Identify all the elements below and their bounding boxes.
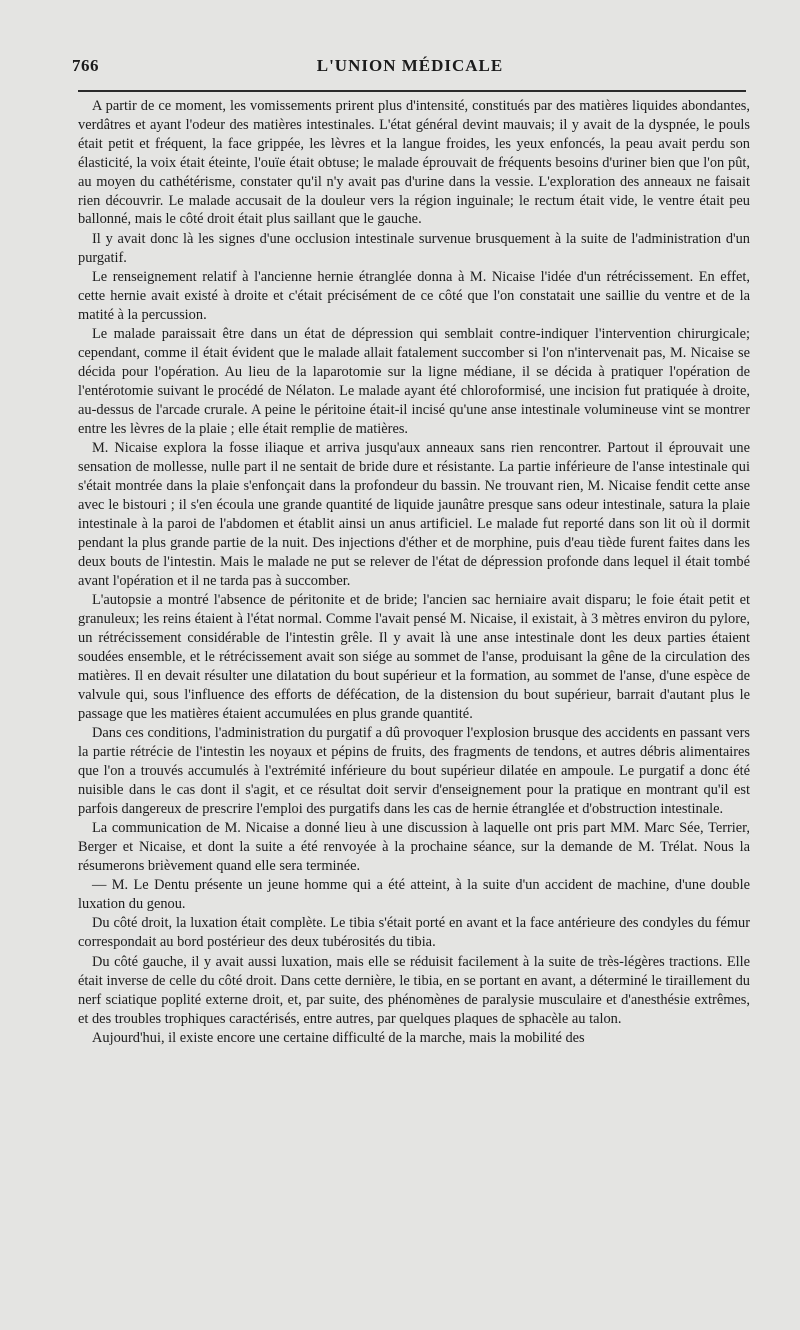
paragraph: — M. Le Dentu présente un jeune homme qui a été atteint, à la suite d'un accident de machine, d'une double luxation du genou. xyxy=(78,877,750,913)
paragraph: Le malade paraissait être dans un état de dépression qui semblait contre-indiquer l'intervention chirurgicale; cependant, comme il était évident que le malade allait fatalement succomber si l'on n'intervenait pas, M. Nicaise se décida pour l'opération. Au lieu de la laparotomie sur la ligne médiane, il se décida à pratiquer l'opération de l'entérotomie suivant le procédé de Nélaton. Le malade ayant été chloroformisé, une incision fut pratiquée à droite, au-dessus de l'arcade crurale. A peine le péritoine était-il incisé qu'une anse intestinale volumineuse vint se montrer entre les lèvres de la plaie ; elle était remplie de matières. xyxy=(78,326,750,437)
paragraph: Il y avait donc là les signes d'une occlusion intestinale survenue brusquement à la suite de l'administration d'un purgatif. xyxy=(78,230,750,266)
paragraph: Dans ces conditions, l'administration du purgatif a dû provoquer l'explosion brusque des accidents en passant vers la partie rétrécie de l'intestin les noyaux et pépins de fruits, des fragments de tendons, et autres débris alimentaires que l'on a trouvés accumulés à l'extrémité inférieure du bout supérieur dilatée en ampoule. Le purgatif a donc été nuisible dans le cas dont il s'agit, et ce résultat doit servir d'enseignement pour la pratique en montrant qu'il est parfois dangereux de prescrire l'emploi des purgatifs dans les cas de hernie étranglée et d'obstruction intestinale. xyxy=(78,724,750,817)
paragraph: L'autopsie a montré l'absence de péritonite et de bride; l'ancien sac herniaire avait disparu; le foie était petit et granuleux; les reins étaient à l'état normal. Comme l'avait pensé M. Nicaise, il existait, à 3 mètres environ du pylore, un rétrécissement considérable de l'intestin grêle. Il y avait là une anse intestinale dont les deux parties étaient soudées ensemble, et le rétrécissement avait son siége au sommet de l'anse, produisant la gêne de la circulation des matières. Il en devait résulter une dilatation du bout supérieur et la formation, au sommet de l'anse, d'une espèce de valvule qui, sous l'influence des efforts de défécation, de la distension du bout supérieur, barrait d'autant plus le passage que les matières étaient accumulées en plus grande quantité. xyxy=(78,592,750,722)
page-number: 766 xyxy=(72,56,99,75)
paragraph: Du côté gauche, il y avait aussi luxation, mais elle se réduisit facilement à la suite de très-légères tractions. Elle était inverse de celle du côté droit. Dans cette dernière, le tibia, en se portant en avant, a déterminé le tiraillement du nerf sciatique poplité externe droit, et, par suite, des phénomènes de paralysie musculaire et d'anesthésie extrêmes, et des troubles trophiques caractérisés, entre autres, par quelques plaques de sphacèle au talon. xyxy=(78,953,750,1027)
paragraph: M. Nicaise explora la fosse iliaque et arriva jusqu'aux anneaux sans rien rencontrer. Partout il éprouvait une sensation de mollesse, nulle part il ne sentait de bride dure et résistante. La partie inférieure de l'anse intestinale qui s'était montrée dans la plaie s'enfonçait dans la profondeur du bassin. Ne trouvant rien, M. Nicaise fendit cette anse avec le bistouri ; il s'en écoula une grande quantité de liquide jaunâtre presque sans odeur intestinale, satura la plaie intestinale à la paroi de l'abdomen et établit ainsi un anus artificiel. Le malade fut reporté dans son lit où il dormit pendant la plus grande partie de la nuit. Des injections d'éther et de morphine, puis d'eau tiède furent faites dans les deux bouts de l'intestin. Mais le malade ne put se relever de l'état de dépression profonde dans lequel il était tombé avant l'opération et il ne tarda pas à succomber. xyxy=(78,440,750,589)
paragraph: La communication de M. Nicaise a donné lieu à une discussion à laquelle ont pris part MM. Marc Sée, Terrier, Berger et Nicaise, et dont la suite a été renvoyée à la prochaine séance, sur la demande de M. Trélat. Nous la résumerons brièvement quand elle sera terminée. xyxy=(78,819,750,874)
paragraph: Le renseignement relatif à l'ancienne hernie étranglée donna à M. Nicaise l'idée d'un rétrécissement. En effet, cette hernie avait existé à droite et c'était précisément de ce côté que l'on constatait une saillie du ventre et de la matité à la percussion. xyxy=(78,269,750,323)
running-head xyxy=(72,56,748,80)
journal-title: L'UNION MÉDICALE xyxy=(316,56,504,75)
header-rule xyxy=(78,90,746,92)
paragraph: Du côté droit, la luxation était complète. Le tibia s'était porté en avant et la face antérieure des condyles du fémur correspondait au bord postérieur des deux tubérosités du tibia. xyxy=(78,915,750,951)
paragraph: A partir de ce moment, les vomissements prirent plus d'intensité, constitués par des matières liquides abondantes, verdâtres et ayant l'odeur des matières intestinales. L'état général devint mauvais; il y avait de la dyspnée, le pouls était petit et fréquent, la face grippée, les lèvres et la langue froides, les yeux enfoncés, la peau avait perdu son élasticité, la voix était éteinte, l'ouïe était obtuse; le malade éprouvait de fréquents besoins d'uriner bien que l'on pût, au moyen du cathétérisme, constater qu'il n'y avait pas d'urine dans la vessie. L'exploration des anneaux ne faisait rien découvrir. Le malade accusait de la douleur vers la région inguinale; le rectum était vide, le ventre était peu ballonné, mais le côté droit était plus saillant que le gauche. xyxy=(78,98,750,228)
article-body xyxy=(78,97,750,1048)
paragraph: Aujourd'hui, il existe encore une certaine difficulté de la marche, mais la mobilité des xyxy=(92,1029,585,1046)
